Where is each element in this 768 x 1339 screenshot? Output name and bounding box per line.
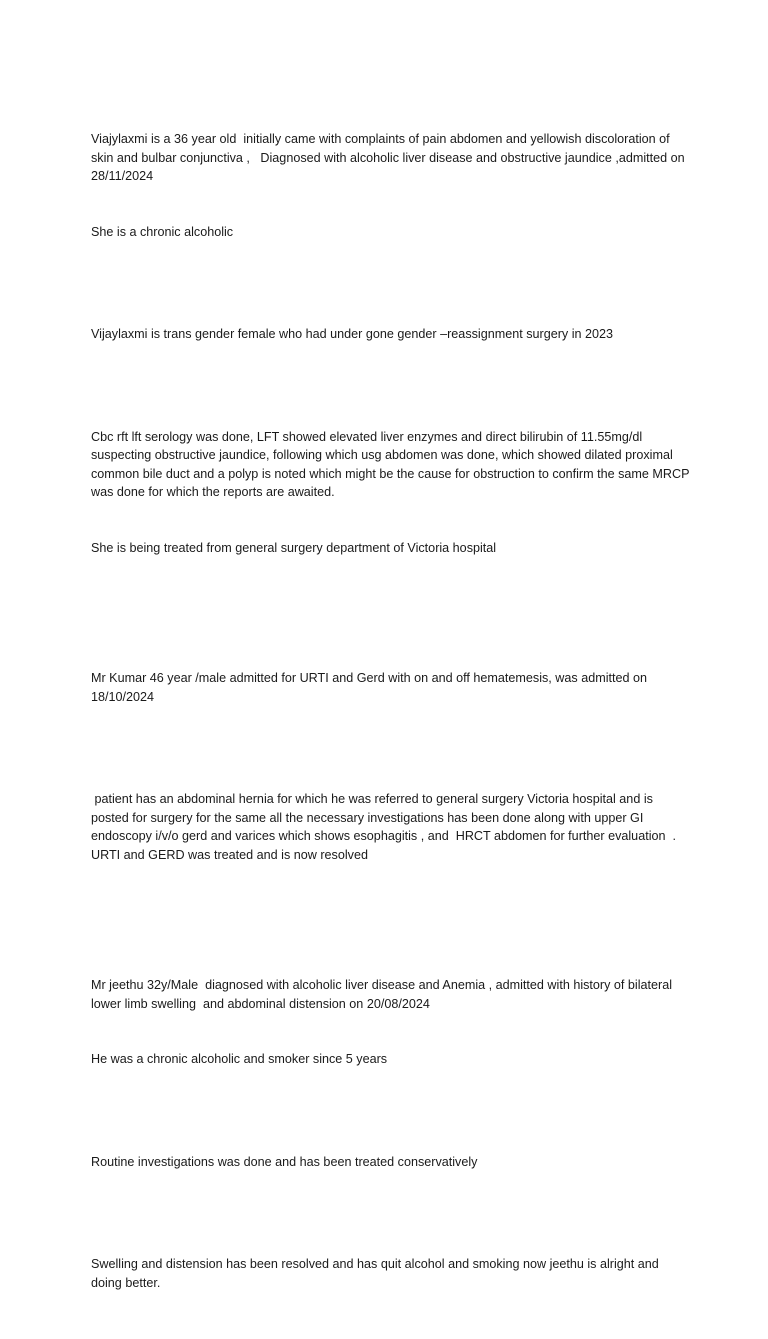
case3-paragraph-investigations bbox=[91, 1116, 691, 1209]
case1-alcoholic-text: She is a chronic alcoholic bbox=[91, 224, 234, 239]
case1-intro-text: Viajylaxmi is a 36 year old initially came with complaints of pain abdomen and yellowish discoloration of skin and bulbar conjunctiva , Diagnosed with alcoholic liver disease and obstructive jaundice ,admitted on 28/11/2024 bbox=[91, 132, 689, 183]
case2-intro-text: Mr Kumar 46 year /male admitted for URTI and Gerd with on and off hematemesis, was admitted on 18/10/2024 bbox=[91, 671, 651, 704]
case3-investigations-text: Routine investigations was done and has been treated conservatively bbox=[91, 1154, 478, 1169]
section-spacer bbox=[91, 604, 691, 632]
case1-paragraph-intro bbox=[91, 93, 691, 278]
case2-details-text: patient has an abdominal hernia for which he was referred to general surgery Victoria hospital and is posted for surgery for the same all the necessary investigations has been done along with upper GI endoscopy i/v/o gerd and varices which shows esophagitis , and HRCT abdomen for further evaluation . URTI and GERD was treated and is now resolved bbox=[91, 792, 680, 862]
case3-history-text: He was a chronic alcoholic and smoker since 5 years bbox=[91, 1052, 388, 1066]
case2-paragraph-details bbox=[91, 753, 691, 901]
case3-outcome-text: Swelling and distension has been resolved and has quit alcohol and smoking now jeethu is alright and doing better. bbox=[91, 1257, 663, 1290]
case2-paragraph-intro bbox=[91, 632, 691, 743]
case1-history-text: Vijaylaxmi is trans gender female who had under gone gender –reassignment surgery in 2023 bbox=[91, 327, 614, 341]
case3-paragraph-intro bbox=[91, 939, 691, 1106]
section-spacer bbox=[91, 911, 691, 939]
case1-investigations-text: Cbc rft lft serology was done, LFT showed elevated liver enzymes and direct bilirubin of 11.55mg/dl suspecting obstructive jaundice, following which usg abdomen was done, which showed dilated proximal common bile duct and a polyp is noted which might be the cause for obstruction to confirm the same MRCP was done for which the reports are awaited. bbox=[91, 429, 693, 499]
case3-intro-text: Mr jeethu 32y/Male diagnosed with alcoholic liver disease and Anemia , admitted with history of bilateral lower limb swelling and abdominal distension on 20/08/2024 bbox=[91, 978, 676, 1011]
case1-paragraph-investigations bbox=[91, 391, 691, 595]
case1-paragraph-history bbox=[91, 288, 691, 381]
case3-paragraph-outcome bbox=[91, 1218, 691, 1329]
case1-treatment-text: She is being treated from general surgery department of Victoria hospital bbox=[91, 540, 497, 555]
document-body bbox=[91, 93, 691, 1339]
